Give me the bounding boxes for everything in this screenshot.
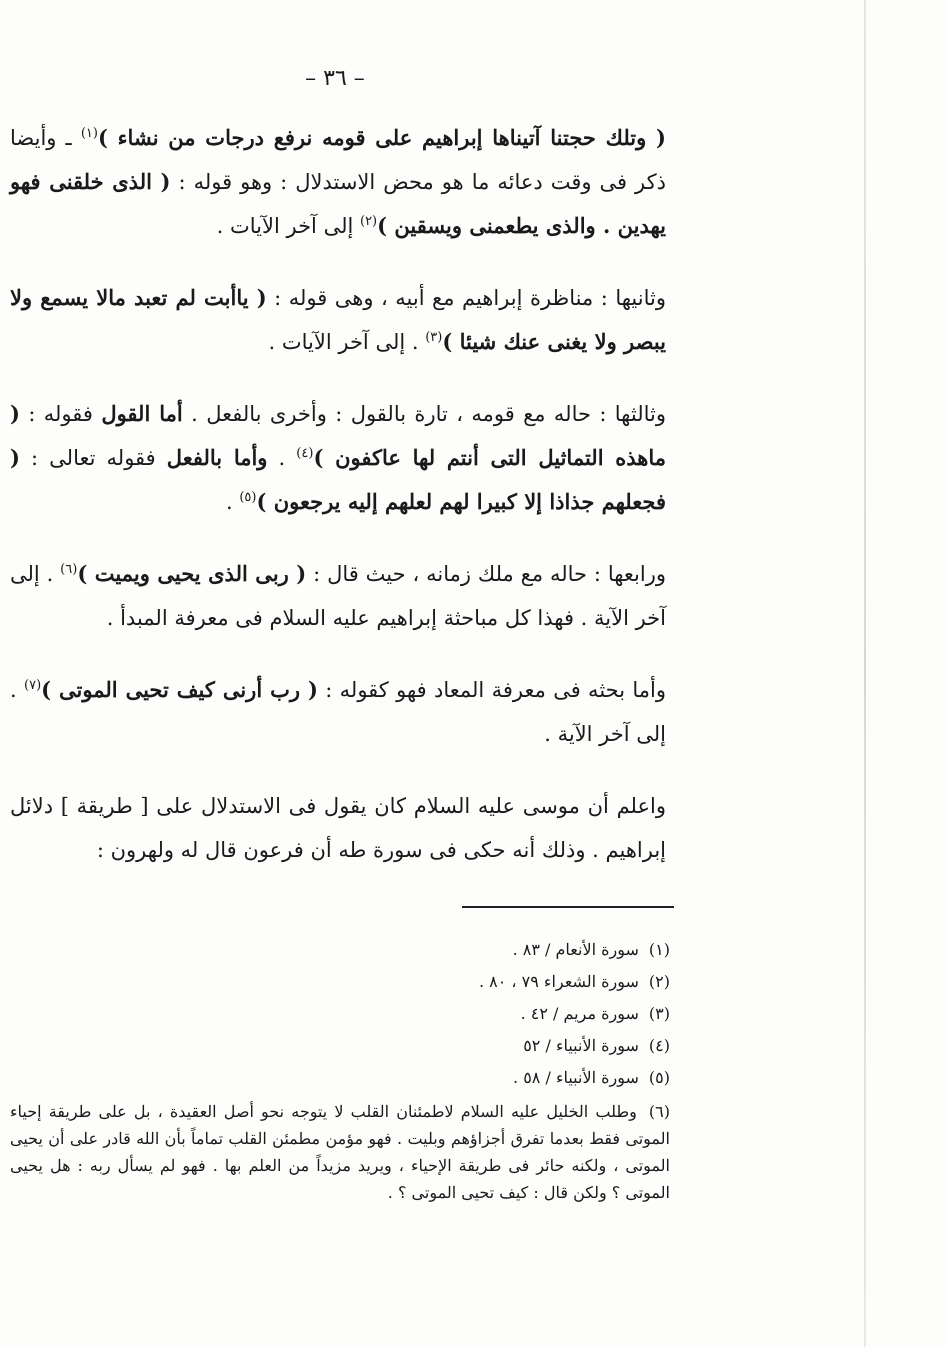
quoted-text: ( ربى الذى يحيى ويميت ) bbox=[77, 561, 307, 586]
text-run: وأما بحثه فى معرفة المعاد فهو كقوله : bbox=[317, 678, 667, 702]
quoted-text: ( الذى خلقنى فهو يهدين . والذى يطعمنى ويسقين ) bbox=[10, 169, 666, 238]
quoted-text: أما القول bbox=[101, 401, 183, 426]
footnote-ref: (٣) bbox=[425, 330, 443, 345]
quoted-text: ( ماهذه التماثيل التى أنتم لها عاكفون ) bbox=[10, 401, 666, 470]
text-run: . إلى آخر الآيات . bbox=[268, 330, 426, 354]
footnote-1 bbox=[10, 934, 670, 966]
quoted-text: وأما بالفعل bbox=[166, 445, 268, 470]
footnote-number: (٤) bbox=[648, 1036, 670, 1055]
footnote-number: (٢) bbox=[648, 972, 670, 991]
text-run: . إلى آخر الآية . bbox=[10, 678, 666, 746]
footnote-separator bbox=[462, 906, 674, 908]
footnote-6 bbox=[10, 1098, 670, 1206]
binding-gutter bbox=[864, 0, 866, 1347]
footnote-text: سورة الشعراء ٧٩ ، ٨٠ . bbox=[478, 972, 639, 991]
footnote-number: (٥) bbox=[648, 1068, 670, 1087]
footnote-number: (١) bbox=[648, 940, 670, 959]
footnote-ref: (٥) bbox=[239, 490, 257, 505]
text-run: . إلى آخر الآية . فهذا كل مباحثة إبراهيم عليه السلام فى معرفة المبدأ . bbox=[10, 562, 666, 630]
text-run: وثانيها : مناظرة إبراهيم مع أبيه ، وهى قوله : bbox=[266, 286, 666, 310]
text-run: . bbox=[225, 490, 240, 514]
footnote-4 bbox=[10, 1030, 670, 1062]
paragraph-3 bbox=[10, 392, 666, 524]
paragraph-2 bbox=[10, 276, 666, 364]
footnote-ref: (٦) bbox=[60, 562, 78, 577]
footnote-ref: (٤) bbox=[296, 446, 314, 461]
paragraph-4 bbox=[10, 552, 666, 640]
page-number: – ٣٦ – bbox=[305, 66, 365, 91]
text-run: ورابعها : حاله مع ملك زمانه ، حيث قال : bbox=[306, 562, 666, 586]
footnote-ref: (٢) bbox=[359, 214, 378, 229]
paragraph-5 bbox=[10, 668, 666, 756]
quoted-text: ( فجعلهم جذاذا إلا كبيرا لهم لعلهم إليه يرجعون ) bbox=[10, 445, 666, 514]
paragraph-1 bbox=[10, 116, 666, 248]
footnote-text: سورة مريم / ٤٢ . bbox=[520, 1004, 639, 1023]
footnote-5 bbox=[10, 1062, 670, 1094]
footnotes bbox=[10, 934, 670, 1206]
footnote-text: سورة الأنبياء / ٥٨ . bbox=[513, 1068, 639, 1087]
text-run: واعلم أن موسى عليه السلام كان يقول فى الاستدلال على [ طريقة ] دلائل إبراهيم . وذلك أنه حكى فى سورة طه أن فرعون قال له ولهرون : bbox=[10, 794, 666, 862]
footnote-ref: (١) bbox=[80, 126, 98, 141]
text-run: وثالثها : حاله مع قومه ، تارة بالقول : وأخرى بالفعل . bbox=[182, 402, 666, 426]
text-run: فقوله : bbox=[19, 402, 102, 426]
footnote-number: (٣) bbox=[648, 1004, 670, 1023]
footnote-text: سورة الأنبياء / ٥٢ bbox=[523, 1036, 639, 1055]
text-run: ـ وأيضا ذكر فى وقت دعائه ما هو محض الاستدلال : وهو قوله : bbox=[10, 126, 666, 194]
text-run: . bbox=[267, 446, 297, 470]
footnote-3 bbox=[10, 998, 670, 1030]
footnote-2 bbox=[10, 966, 670, 998]
quoted-text: ( وتلك حجتنا آتيناها إبراهيم على قومه نرفع درجات من نشاء ) bbox=[97, 125, 666, 150]
quoted-text: ( رب أرنى كيف تحيى الموتى ) bbox=[41, 677, 318, 702]
main-text bbox=[10, 116, 666, 900]
footnote-ref: (٧) bbox=[24, 678, 42, 693]
footnote-number: (٦) bbox=[648, 1102, 671, 1121]
text-run: إلى آخر الآيات . bbox=[216, 214, 360, 238]
quoted-text: ( ياأبت لم تعبد مالا يسمع ولا يبصر ولا يغنى عنك شيئا ) bbox=[10, 285, 666, 354]
paragraph-6 bbox=[10, 784, 666, 872]
text-run: فقوله تعالى : bbox=[19, 446, 167, 470]
footnote-text: سورة الأنعام / ٨٣ . bbox=[512, 940, 639, 959]
footnote-text: وطلب الخليل عليه السلام لاطمئنان القلب لا يتوجه نحو أصل العقيدة ، بل على طريقة إحياء الموتى فقط بعدما تفرق أجزاؤهم وبليت . فهو مؤمن مطمئن القلب تماماً بأن الله قادر على أن يحيى الموتى ، ولكنه حائر فى طريقة الإحياء ، ويريد مزيداً من العلم بها . فهو لم يسأل ربه : هل يحيى الموتى ؟ ولكن قال : كيف تحيى الموتى ؟ . bbox=[10, 1102, 671, 1202]
